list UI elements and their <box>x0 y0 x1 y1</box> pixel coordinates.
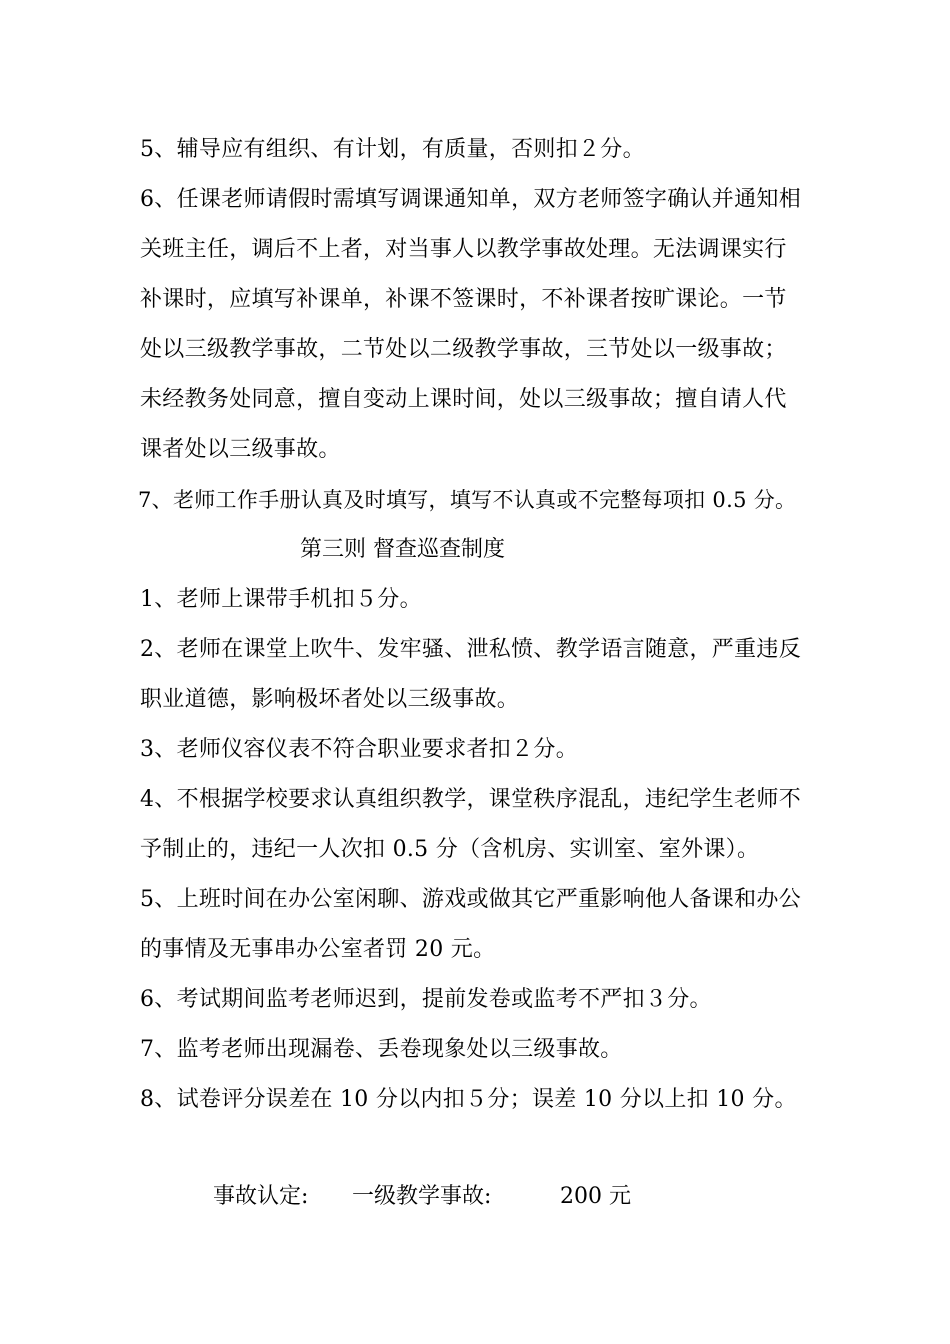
rule-item-5-guidance: 5、辅导应有组织、有计划，有质量，否则扣２分。 <box>140 137 645 162</box>
inspection-item-4-line-1: 4、不根据学校要求认真组织教学，课堂秩序混乱，违纪学生老师不 <box>140 787 801 812</box>
accident-level-label: 一级教学事故: <box>352 1184 492 1209</box>
inspection-item-8: 8、试卷评分误差在 10 分以内扣５分；误差 10 分以上扣 10 分。 <box>140 1087 797 1112</box>
rule-item-7-handbook: 7、老师工作手册认真及时填写，填写不认真或不完整每项扣 0.5 分。 <box>138 488 797 512</box>
inspection-item-5-line-2: 的事情及无事串办公室者罚 20 元。 <box>140 937 496 962</box>
rule-item-6-line-6: 课者处以三级事故。 <box>140 437 341 462</box>
accident-fine-amount: 200 元 <box>560 1184 631 1209</box>
inspection-item-3: 3、老师仪容仪表不符合职业要求者扣２分。 <box>140 737 578 762</box>
rule-item-6-line-4: 处以三级教学事故，二节处以二级教学事故，三节处以一级事故； <box>140 337 787 362</box>
accident-definition-label: 事故认定: <box>213 1184 309 1209</box>
inspection-item-5-line-1: 5、上班时间在办公室闲聊、游戏或做其它严重影响他人备课和办公 <box>140 887 801 912</box>
inspection-item-4-line-2: 予制止的，违纪一人次扣 0.5 分（含机房、实训室、室外课）。 <box>140 837 760 862</box>
rule-item-6-line-3: 补课时，应填写补课单，补课不签课时，不补课者按旷课论。一节 <box>140 287 787 312</box>
rule-item-6-line-1: 6、任课老师请假时需填写调课通知单，双方老师签字确认并通知相 <box>140 187 801 212</box>
inspection-item-2-line-2: 职业道德，影响极坏者处以三级事故。 <box>140 687 520 712</box>
rule-item-6-line-5: 未经教务处同意，擅自变动上课时间，处以三级事故；擅自请人代 <box>140 387 787 412</box>
inspection-item-2-line-1: 2、老师在课堂上吹牛、发牢骚、泄私愤、教学语言随意，严重违反 <box>140 637 801 662</box>
inspection-item-7: 7、监考老师出现漏卷、丢卷现象处以三级事故。 <box>140 1037 623 1062</box>
inspection-item-1: 1、老师上课带手机扣５分。 <box>140 587 422 612</box>
rule-item-6-line-2: 关班主任，调后不上者，对当事人以教学事故处理。无法调课实行 <box>140 237 787 262</box>
inspection-item-6: 6、考试期间监考老师迟到，提前发卷或监考不严扣３分。 <box>140 987 712 1012</box>
section-heading-inspection: 第三则 督查巡查制度 <box>300 537 505 562</box>
